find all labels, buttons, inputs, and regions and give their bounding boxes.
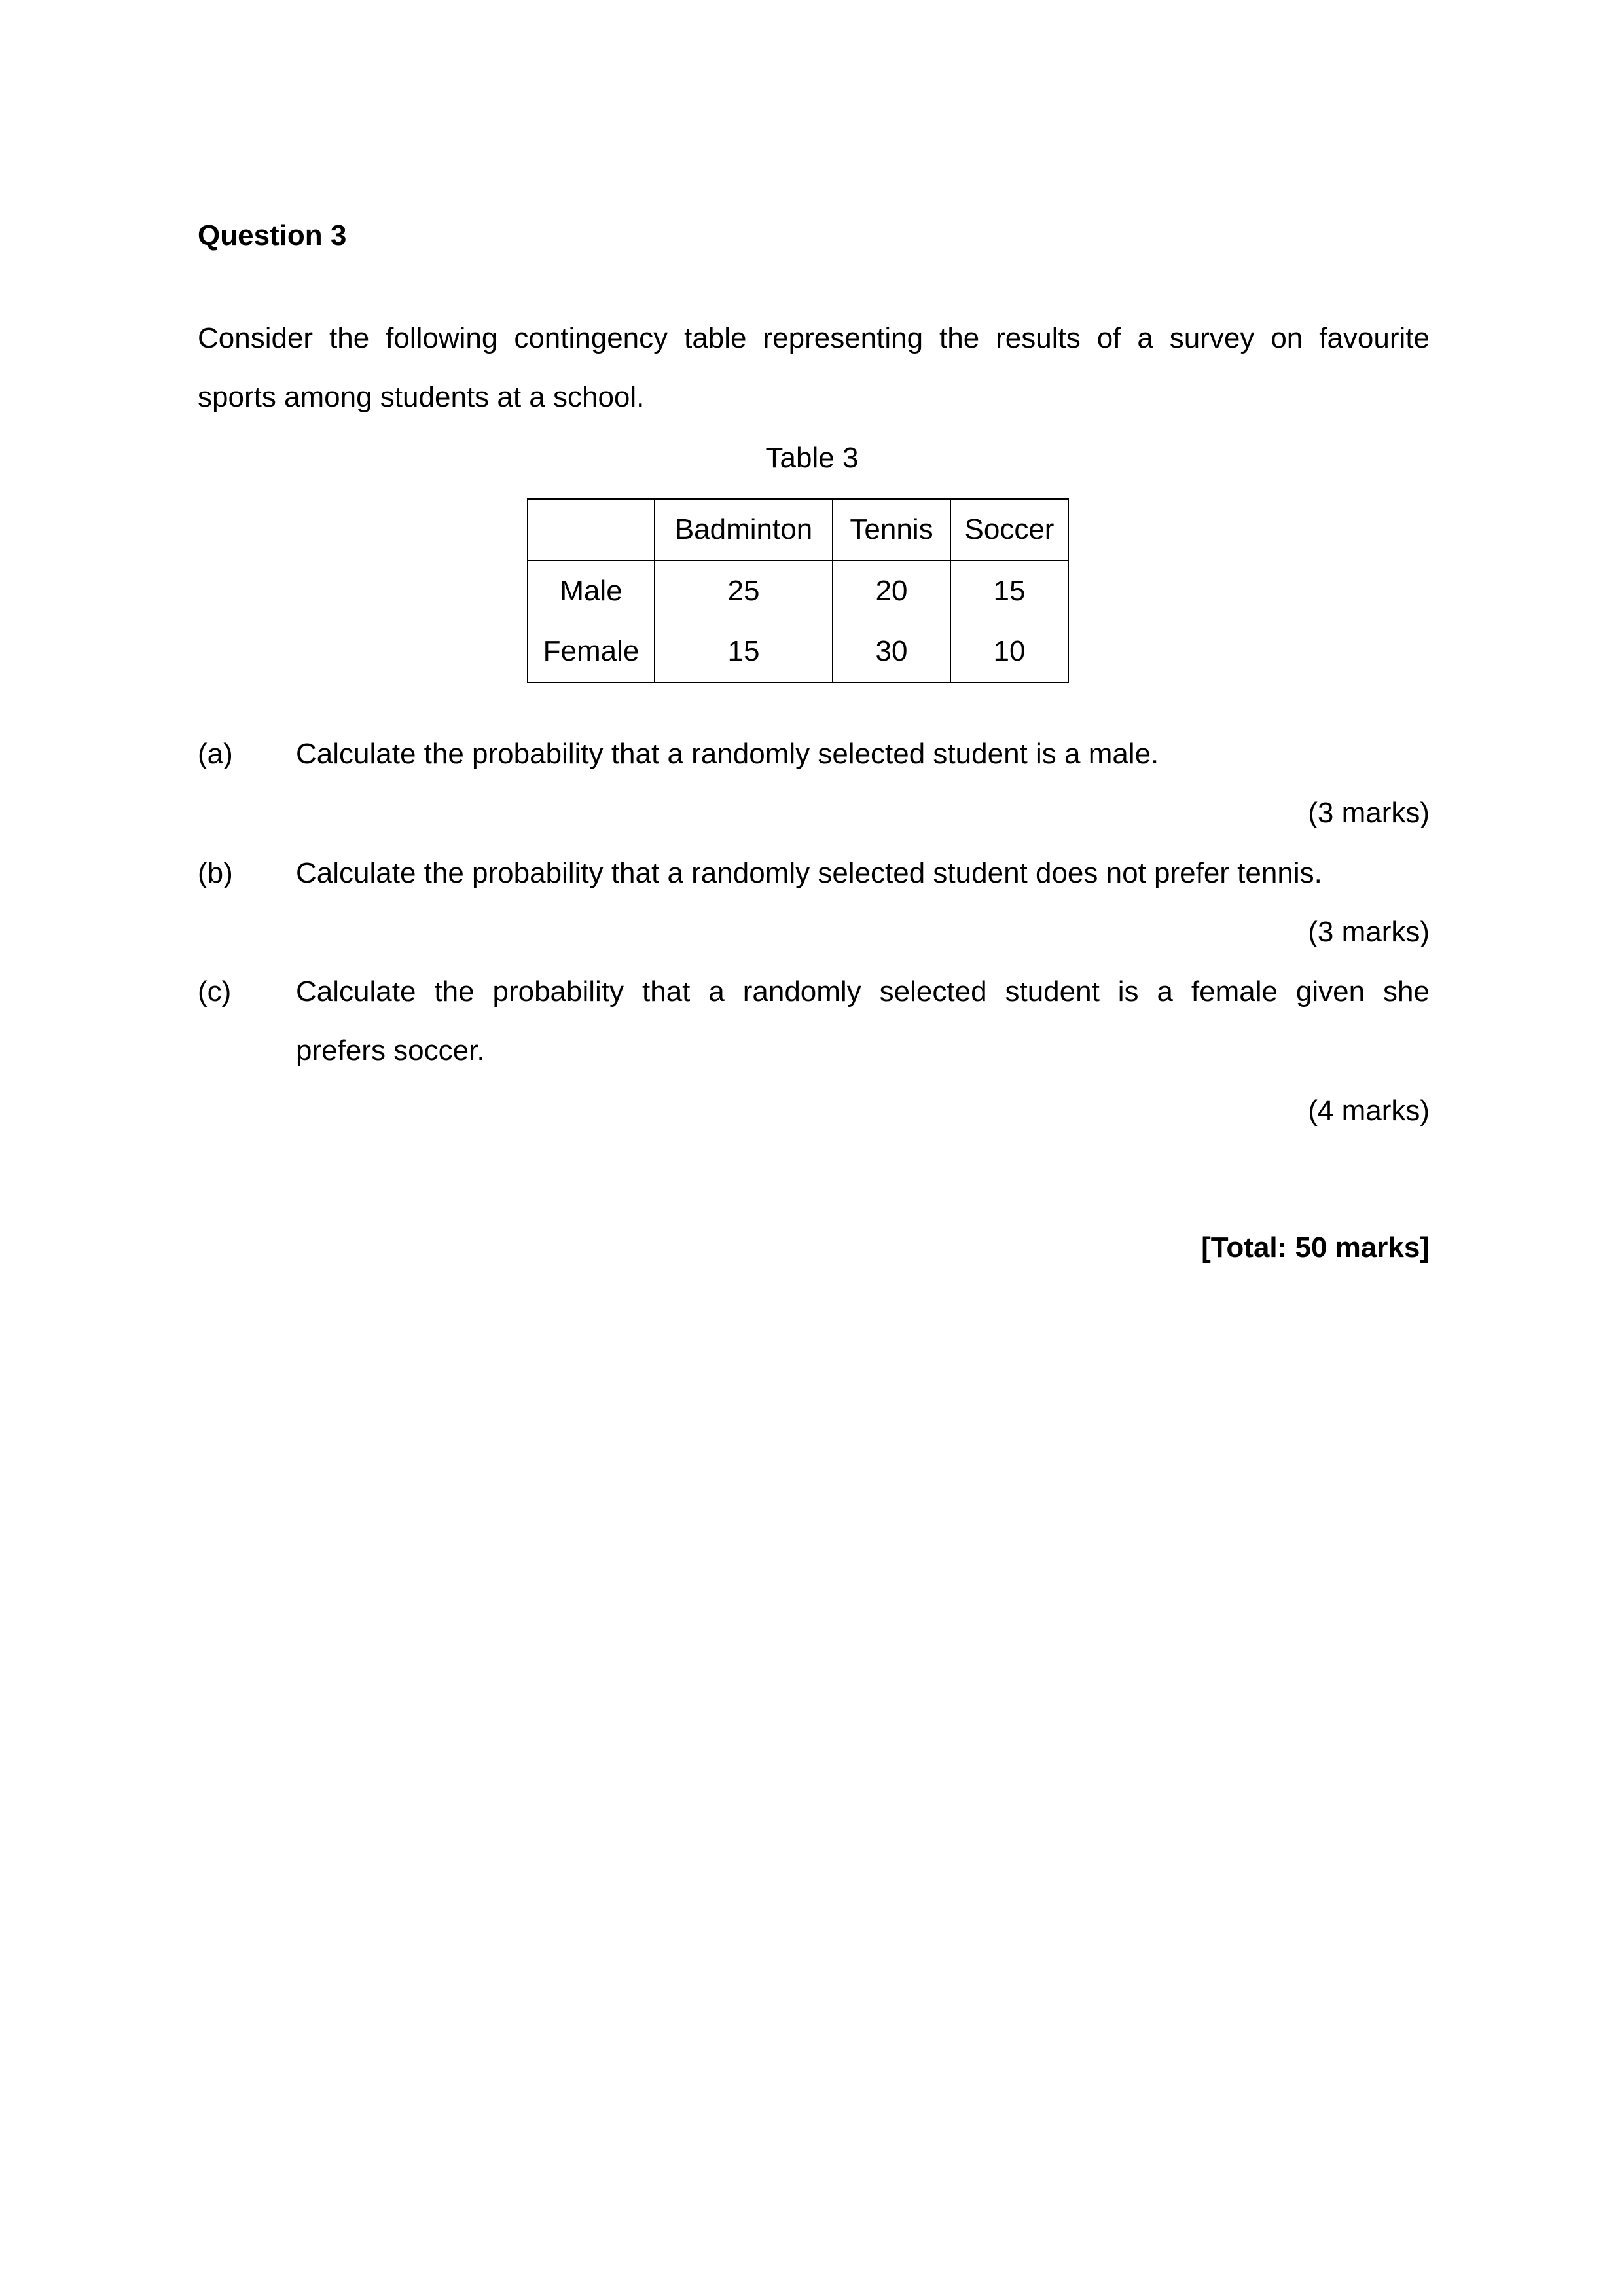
table-corner-cell bbox=[528, 499, 655, 560]
table-header-row bbox=[528, 499, 1068, 560]
cell-male-tennis: 20 bbox=[833, 560, 950, 621]
contingency-table bbox=[527, 498, 1069, 683]
question-intro-line-1: Consider the following contingency table representing the results of a survey on favourite bbox=[198, 322, 1430, 354]
column-header-badminton: Badminton bbox=[655, 499, 833, 560]
part-b-text: Calculate the probability that a randomly selected student does not prefer tennis. bbox=[296, 857, 1322, 889]
table-row-male bbox=[528, 560, 1068, 621]
question-intro-line-2: sports among students at a school. bbox=[198, 381, 645, 413]
cell-female-tennis: 30 bbox=[833, 621, 950, 682]
column-header-soccer: Soccer bbox=[950, 499, 1068, 560]
cell-male-soccer: 15 bbox=[950, 560, 1068, 621]
table-row-female bbox=[528, 621, 1068, 682]
total-marks: [Total: 50 marks] bbox=[1201, 1231, 1430, 1264]
column-header-tennis: Tennis bbox=[833, 499, 950, 560]
cell-male-badminton: 25 bbox=[655, 560, 833, 621]
cell-female-badminton: 15 bbox=[655, 621, 833, 682]
part-c-marks: (4 marks) bbox=[1308, 1095, 1430, 1127]
part-b-label: (b) bbox=[198, 857, 233, 889]
part-c-text-line-2: prefers soccer. bbox=[296, 1034, 485, 1066]
part-c-label: (c) bbox=[198, 975, 232, 1008]
row-label-male: Male bbox=[528, 560, 655, 621]
row-label-female: Female bbox=[528, 621, 655, 682]
part-a-label: (a) bbox=[198, 738, 233, 770]
question-heading: Question 3 bbox=[198, 219, 347, 251]
table-caption: Table 3 bbox=[765, 442, 859, 474]
part-b-marks: (3 marks) bbox=[1308, 916, 1430, 948]
part-a-marks: (3 marks) bbox=[1308, 797, 1430, 829]
part-a-text: Calculate the probability that a randomly selected student is a male. bbox=[296, 738, 1159, 770]
part-c-text-line-1: Calculate the probability that a randomly selected student is a female given she bbox=[296, 975, 1430, 1008]
cell-female-soccer: 10 bbox=[950, 621, 1068, 682]
